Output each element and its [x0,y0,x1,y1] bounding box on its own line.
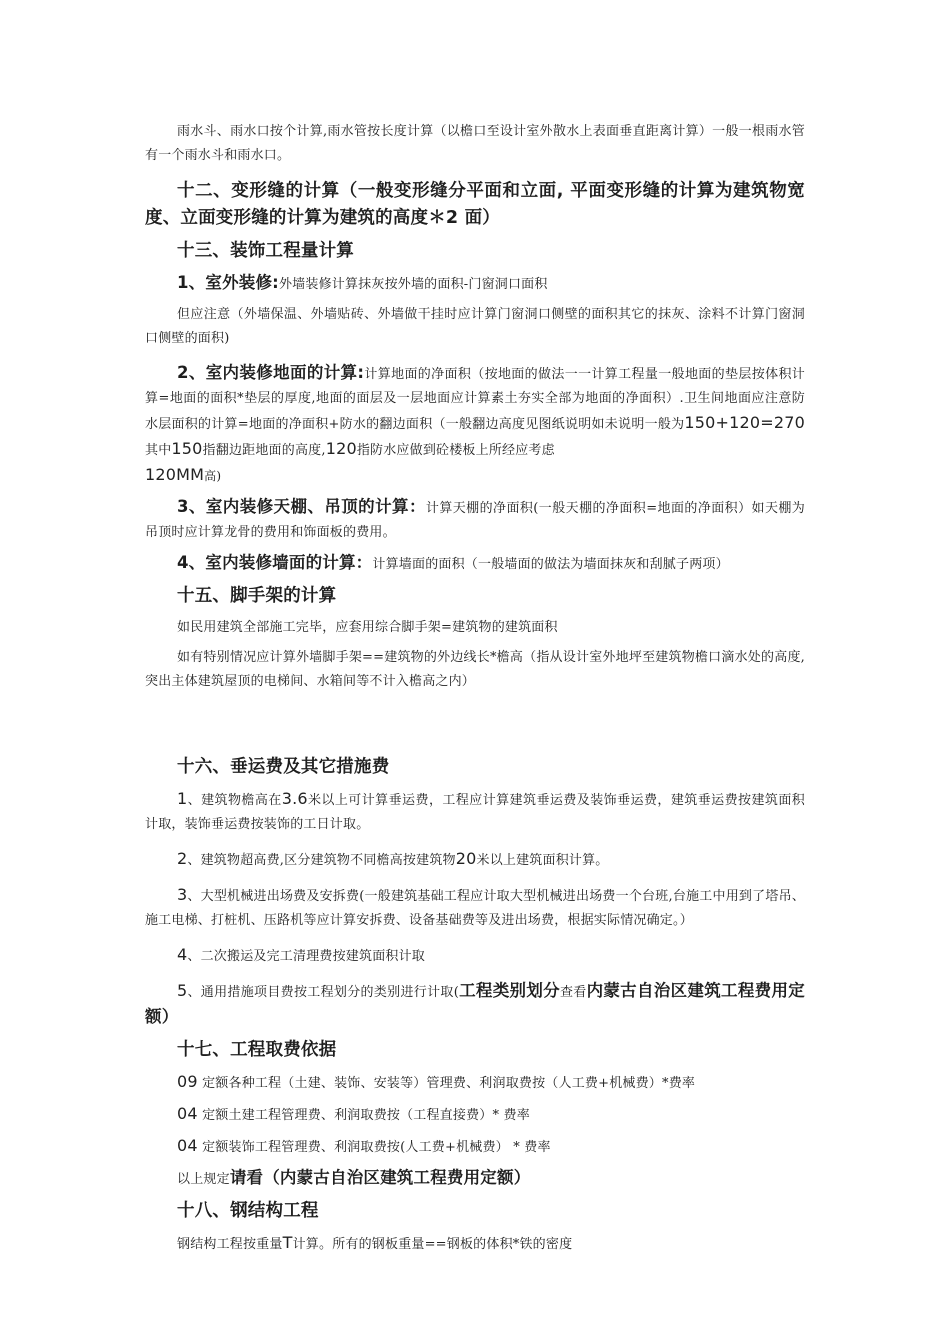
item-interior-ceiling [145,495,805,545]
number-value: T [282,1233,293,1252]
list-item [145,847,805,873]
item-text: 米以上可计算垂运费，工程应计算建筑垂运费及装饰垂运费，建筑垂运费按建筑面积计取，装饰垂运费按装饰的工日计取。 [145,793,805,832]
item-text: 、通用措施项目费按工程划分的类别进行计取( [187,985,459,1000]
item-label: 3、室内装修天棚、吊顶的计算： [177,497,426,516]
paragraph-reference [145,1166,805,1192]
item-exterior-finish [145,271,805,297]
item-text: 以上规定 [177,1172,230,1187]
item-text: 定额各种工程（土建、装饰、安装等）管理费、利润取费按（人工费+机械费）*费率 [202,1076,696,1091]
paragraph-steel-structure [145,1231,805,1257]
item-interior-wall [145,551,805,577]
bold-text: 请看（内蒙古自治区建筑工程费用定额） [229,1168,531,1187]
list-item [145,787,805,837]
item-text: 计算墙面的面积（一般墙面的做法为墙面抹灰和刮腻子两项） [372,557,729,572]
item-label: 2、室内装修地面的计算: [177,363,365,382]
paragraph-rain-pipe: 雨水斗、雨水口按个计算,雨水管按长度计算（以檐口至设计室外散水上表面垂直距离计算）一般一根雨水管有一个雨水斗和雨水口。 [145,124,805,163]
item-text: 其中 [145,443,172,458]
heading-section-12: 十二、变形缝的计算（一般变形缝分平面和立面, 平面变形缝的计算为建筑物宽度、立面变形缝的计算为建筑的高度＊2 面） [145,181,805,228]
item-text: 查看 [559,985,587,1000]
item-number: 5 [177,981,188,1000]
item-number: 4 [177,945,188,964]
number-value: 120 [325,439,357,458]
paragraph-scaffold-general: 如民用建筑全部施工完毕，应套用综合脚手架=建筑物的建筑面积 [177,620,558,635]
number-value: 150+120=270 [684,413,805,432]
item-text: 、建筑物檐高在 [187,793,282,808]
item-text: 定额装饰工程管理费、利润取费按(人工费+机械费） * 费率 [202,1140,551,1155]
paragraph-scaffold-special: 如有特别情况应计算外墙脚手架==建筑物的外边线长*檐高（指从设计室外地坪至建筑物檐口滴水处的高度,突出主体建筑屋顶的电梯间、水箱间等不计入檐高之内） [145,650,805,689]
item-label: 1、室外装修: [177,273,279,292]
list-item [145,943,805,969]
item-text: 计算地面的净面积（按地面的做法一一计算工程量一般地面的垫层按体积计算=地面的面积*垫层的厚度,地面的面层及一层地面应计算素土夯实全部为地面的净面积）.卫生间地面应注意防水层面积的计算=地面的净面积+防水的翻边面积（一般翻边高度见图纸说明如未说明一般为 [145,367,805,432]
item-text: 指翻边距地面的高度, [202,443,326,458]
item-text: 计算天棚的净面积(一般天棚的净面积=地面的净面积）如天棚为吊顶时应计算龙骨的费用和饰面板的费用。 [145,501,806,540]
item-text: 高) [204,469,222,483]
item-number: 04 [177,1104,198,1123]
document-page [145,120,805,1257]
item-text: 外墙装修计算抹灰按外墙的面积-门窗洞口面积 [278,277,548,292]
heading-section-15: 十五、脚手架的计算 [177,586,337,606]
item-text: 、大型机械进出场费及安拆费(一般建筑基础工程应计取大型机械进出场费一个台班,台施工中用到了塔吊、施工电梯、打桩机、压路机等应计算安拆费、设备基础费等及进出场费，根据实际情况确定。） [145,889,805,928]
item-text: 、二次搬运及完工清理费按建筑面积计取 [187,949,425,964]
item-interior-floor [145,361,805,489]
list-item [145,1070,805,1096]
item-number: 04 [177,1136,198,1155]
number-value: 3.6 [281,789,308,808]
item-number: 3 [177,885,188,904]
paragraph-exterior-note: 但应注意（外墙保温、外墙贴砖、外墙做干挂时应计算门窗洞口侧壁的面积其它的抹灰、涂料不计算门窗洞口侧壁的面积) [145,307,805,346]
item-text: 、建筑物超高费,区分建筑物不同檐高按建筑物 [187,853,456,868]
heading-section-17: 十七、工程取费依据 [177,1040,337,1060]
heading-section-18: 十八、钢结构工程 [177,1201,319,1221]
item-number: 09 [177,1072,198,1091]
list-item [145,979,805,1031]
list-item [145,1134,805,1160]
item-text: 计算。所有的钢板重量==钢板的体积*铁的密度 [292,1237,573,1252]
bold-text: 工程类别划分 [458,981,560,1000]
bold-text: 内蒙古自治区建筑工程费用定额） [145,981,805,1026]
item-text: 定额土建工程管理费、利润取费按（工程直接费）* 费率 [202,1108,530,1123]
heading-section-16: 十六、垂运费及其它措施费 [177,757,390,777]
item-text: 指防水应做到砼楼板上所经应考虑 [356,443,555,458]
item-number: 2 [177,849,188,868]
item-label: 4、室内装修墙面的计算： [177,553,373,572]
number-value: 20 [455,849,477,868]
item-text: 钢结构工程按重量 [177,1237,283,1252]
list-item [145,883,805,933]
item-number: 1 [177,789,188,808]
number-value: 150 [171,439,203,458]
number-value: 120MM [145,465,205,484]
heading-section-13: 十三、装饰工程量计算 [177,241,354,261]
list-item [145,1102,805,1128]
item-text: 米以上建筑面积计算。 [476,853,609,868]
